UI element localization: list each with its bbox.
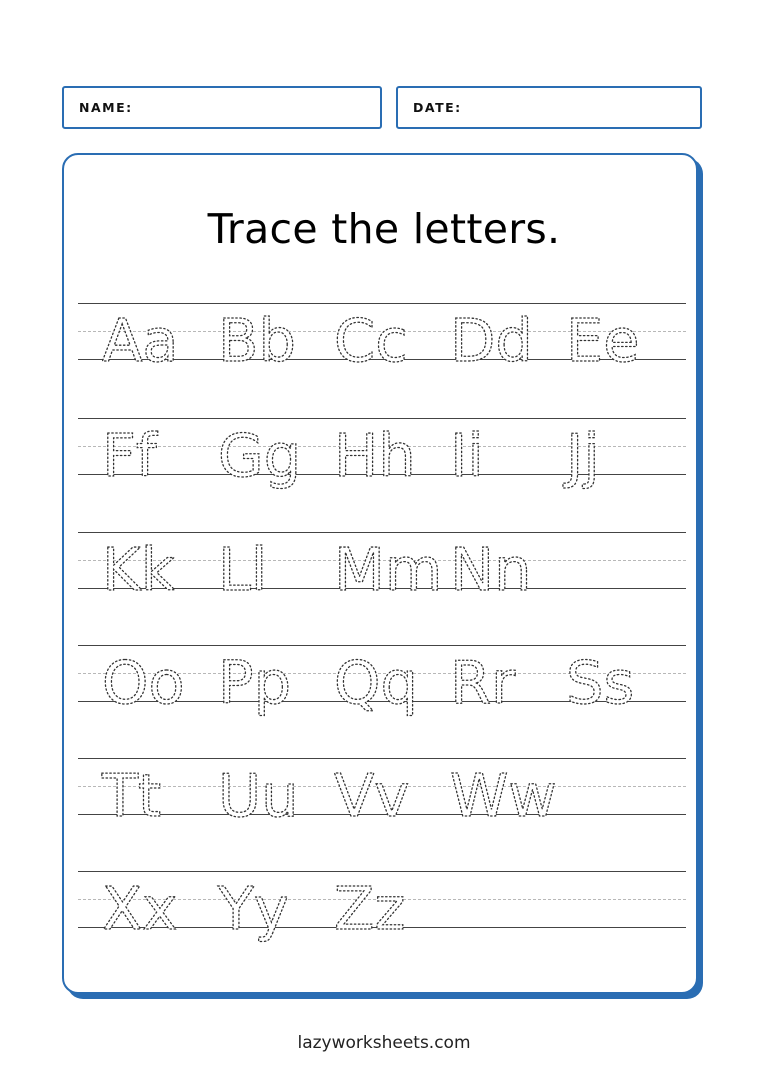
tracing-row xyxy=(78,645,686,717)
letter-pair: Xx xyxy=(102,874,178,943)
tracing-row xyxy=(78,758,686,830)
letter-pair: Ss xyxy=(566,648,635,717)
tracing-row xyxy=(78,871,686,943)
tracing-row xyxy=(78,532,686,604)
tracing-letters xyxy=(78,863,686,943)
tracing-row xyxy=(78,303,686,375)
letter-pair: Cc xyxy=(334,306,408,375)
letter-pair: Gg xyxy=(218,421,302,490)
letter-pair: Ff xyxy=(102,421,157,490)
letter-pair: Qq xyxy=(334,648,418,717)
letter-pair: Ee xyxy=(566,306,640,375)
name-field[interactable] xyxy=(62,86,382,129)
tracing-letters xyxy=(78,295,686,375)
letter-pair: Nn xyxy=(450,535,532,604)
letter-pair: Oo xyxy=(102,648,185,717)
name-label: NAME: xyxy=(79,100,133,115)
letter-pair: Dd xyxy=(450,306,533,375)
letter-pair: Mm xyxy=(334,535,443,604)
tracing-row xyxy=(78,418,686,490)
letter-pair: Uu xyxy=(218,761,299,830)
tracing-letters xyxy=(78,750,686,830)
letter-pair: Kk xyxy=(102,535,175,604)
footer-website: lazyworksheets.com xyxy=(297,1033,471,1053)
letter-pair: Tt xyxy=(102,761,162,830)
letter-pair: Bb xyxy=(218,306,296,375)
tracing-letters xyxy=(78,637,686,717)
letter-pair: Pp xyxy=(218,648,292,717)
letter-pair: Aa xyxy=(102,306,179,375)
letter-pair: Ll xyxy=(218,535,268,604)
letter-pair: Jj xyxy=(566,421,600,490)
letter-pair: Zz xyxy=(334,874,406,943)
letter-pair: Ii xyxy=(450,421,484,490)
letter-pair: Rr xyxy=(450,648,516,717)
tracing-letters xyxy=(78,524,686,604)
date-field[interactable] xyxy=(396,86,702,129)
letter-pair: Ww xyxy=(450,761,557,830)
letter-pair: Hh xyxy=(334,421,416,490)
tracing-letters xyxy=(78,410,686,490)
letter-pair: Yy xyxy=(218,874,289,943)
letter-pair: Vv xyxy=(334,761,410,830)
worksheet-title: Trace the letters. xyxy=(207,205,561,253)
date-label: DATE: xyxy=(413,100,462,115)
